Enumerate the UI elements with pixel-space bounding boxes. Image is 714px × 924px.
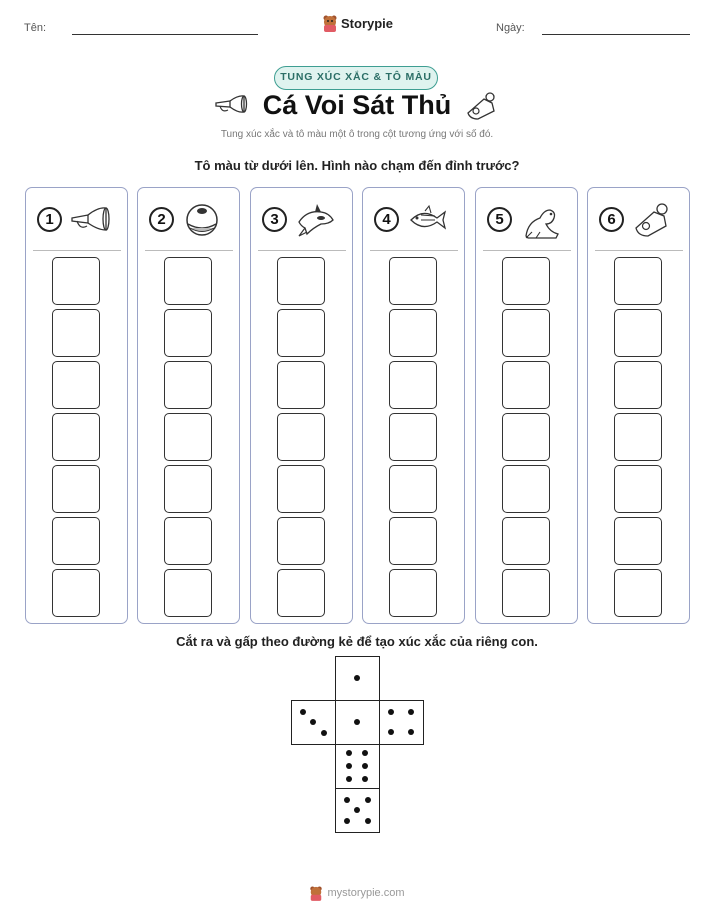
die-pip: [354, 675, 360, 681]
color-cell[interactable]: [614, 465, 662, 513]
color-cell[interactable]: [164, 569, 212, 617]
column-2: [137, 187, 240, 624]
color-cell[interactable]: [52, 309, 100, 357]
color-cell[interactable]: [502, 309, 550, 357]
color-cell[interactable]: [164, 361, 212, 409]
dice-instruction: Cắt ra và gấp theo đường kẻ để tạo xúc xắc của riêng con.: [176, 634, 538, 649]
die-pip: [362, 763, 368, 769]
buoy-ball-icon: [182, 202, 224, 245]
name-field-line[interactable]: [72, 34, 258, 35]
color-cell[interactable]: [52, 257, 100, 305]
die-pip: [408, 709, 414, 715]
color-cell[interactable]: [614, 413, 662, 461]
color-cell[interactable]: [614, 257, 662, 305]
column-header: [138, 188, 239, 250]
column-number: 6: [599, 207, 624, 232]
color-cell[interactable]: [164, 465, 212, 513]
column-divider: [370, 250, 458, 251]
die-pip: [354, 719, 360, 725]
color-cell[interactable]: [277, 517, 325, 565]
color-cell[interactable]: [52, 569, 100, 617]
column-divider: [258, 250, 346, 251]
column-number: 3: [262, 207, 287, 232]
column-3: [250, 187, 353, 624]
footer-url[interactable]: mystorypie.com: [327, 887, 405, 899]
whistle-icon: [464, 91, 498, 121]
column-header: [26, 188, 127, 250]
die-pip: [365, 797, 371, 803]
color-cell[interactable]: [614, 517, 662, 565]
color-cell[interactable]: [277, 413, 325, 461]
color-cell[interactable]: [389, 517, 437, 565]
column-number: 4: [374, 207, 399, 232]
column-header: [251, 188, 352, 250]
column-header: [363, 188, 464, 250]
column-5: [475, 187, 578, 624]
column-divider: [145, 250, 233, 251]
color-cell[interactable]: [389, 413, 437, 461]
die-pip: [310, 719, 316, 725]
color-cell[interactable]: [389, 569, 437, 617]
die-face-1: [335, 700, 380, 745]
color-cell[interactable]: [389, 361, 437, 409]
color-cell[interactable]: [502, 361, 550, 409]
brand-logo: [322, 14, 393, 32]
color-cell[interactable]: [502, 257, 550, 305]
die-pip: [388, 709, 394, 715]
column-number: 1: [37, 207, 62, 232]
column-header: [588, 188, 689, 250]
color-cell[interactable]: [277, 361, 325, 409]
color-cell[interactable]: [52, 465, 100, 513]
date-field-line[interactable]: [542, 34, 690, 35]
brand-name: Storypie: [341, 15, 394, 31]
color-cell[interactable]: [502, 517, 550, 565]
color-cell[interactable]: [277, 309, 325, 357]
color-cell[interactable]: [52, 413, 100, 461]
die-pip: [344, 797, 350, 803]
color-cell[interactable]: [277, 465, 325, 513]
column-divider: [483, 250, 571, 251]
column-number: 5: [487, 207, 512, 232]
die-pip: [346, 750, 352, 756]
die-face-5: [335, 788, 380, 833]
color-cell[interactable]: [614, 569, 662, 617]
date-label: Ngày:: [496, 22, 525, 34]
color-cell[interactable]: [164, 257, 212, 305]
color-cell[interactable]: [164, 413, 212, 461]
column-6: [587, 187, 690, 624]
color-cell[interactable]: [164, 517, 212, 565]
column-1: [25, 187, 128, 624]
die-pip: [344, 818, 350, 824]
color-cell[interactable]: [164, 309, 212, 357]
color-cell[interactable]: [502, 413, 550, 461]
die-face-6: [335, 744, 380, 789]
color-cell[interactable]: [389, 257, 437, 305]
column-number: 2: [149, 207, 174, 232]
trumpet-icon: [70, 202, 112, 245]
name-label: Tên:: [24, 22, 47, 34]
die-face-1: [335, 656, 380, 701]
die-pip: [354, 807, 360, 813]
column-divider: [595, 250, 683, 251]
column-divider: [33, 250, 121, 251]
instruction-text: Tô màu từ dưới lên. Hình nào chạm đến đỉnh trước?: [194, 158, 520, 173]
die-pip: [388, 729, 394, 735]
die-pip: [346, 776, 352, 782]
activity-badge: TUNG XÚC XẮC & TÔ MÀU: [274, 66, 438, 90]
column-header: [476, 188, 577, 250]
color-cell[interactable]: [614, 309, 662, 357]
bear-mascot-icon: [322, 14, 338, 32]
die-pip: [300, 709, 306, 715]
die-pip: [362, 776, 368, 782]
color-cell[interactable]: [52, 517, 100, 565]
die-face-4: [379, 700, 424, 745]
page-title: Cá Voi Sát Thủ: [262, 90, 452, 120]
subtitle: Tung xúc xắc và tô màu một ô trong cột tương ứng với số đó.: [220, 129, 494, 140]
column-4: [362, 187, 465, 624]
color-cell[interactable]: [52, 361, 100, 409]
color-cell[interactable]: [502, 569, 550, 617]
color-cell[interactable]: [389, 465, 437, 513]
die-pip: [408, 729, 414, 735]
color-cell[interactable]: [502, 465, 550, 513]
color-cell[interactable]: [389, 309, 437, 357]
bear-mascot-icon: [309, 885, 323, 901]
die-pip: [365, 818, 371, 824]
footer: [0, 885, 714, 901]
die-face-3: [291, 700, 336, 745]
color-cell[interactable]: [277, 569, 325, 617]
header-row: [0, 14, 714, 44]
whistle-icon: [632, 202, 674, 245]
die-pip: [346, 763, 352, 769]
color-cell[interactable]: [277, 257, 325, 305]
seal-icon: [520, 202, 562, 245]
die-pip: [321, 730, 327, 736]
orca-icon: [295, 202, 337, 245]
color-cell[interactable]: [614, 361, 662, 409]
tuna-fish-icon: [407, 202, 449, 245]
die-pip: [362, 750, 368, 756]
